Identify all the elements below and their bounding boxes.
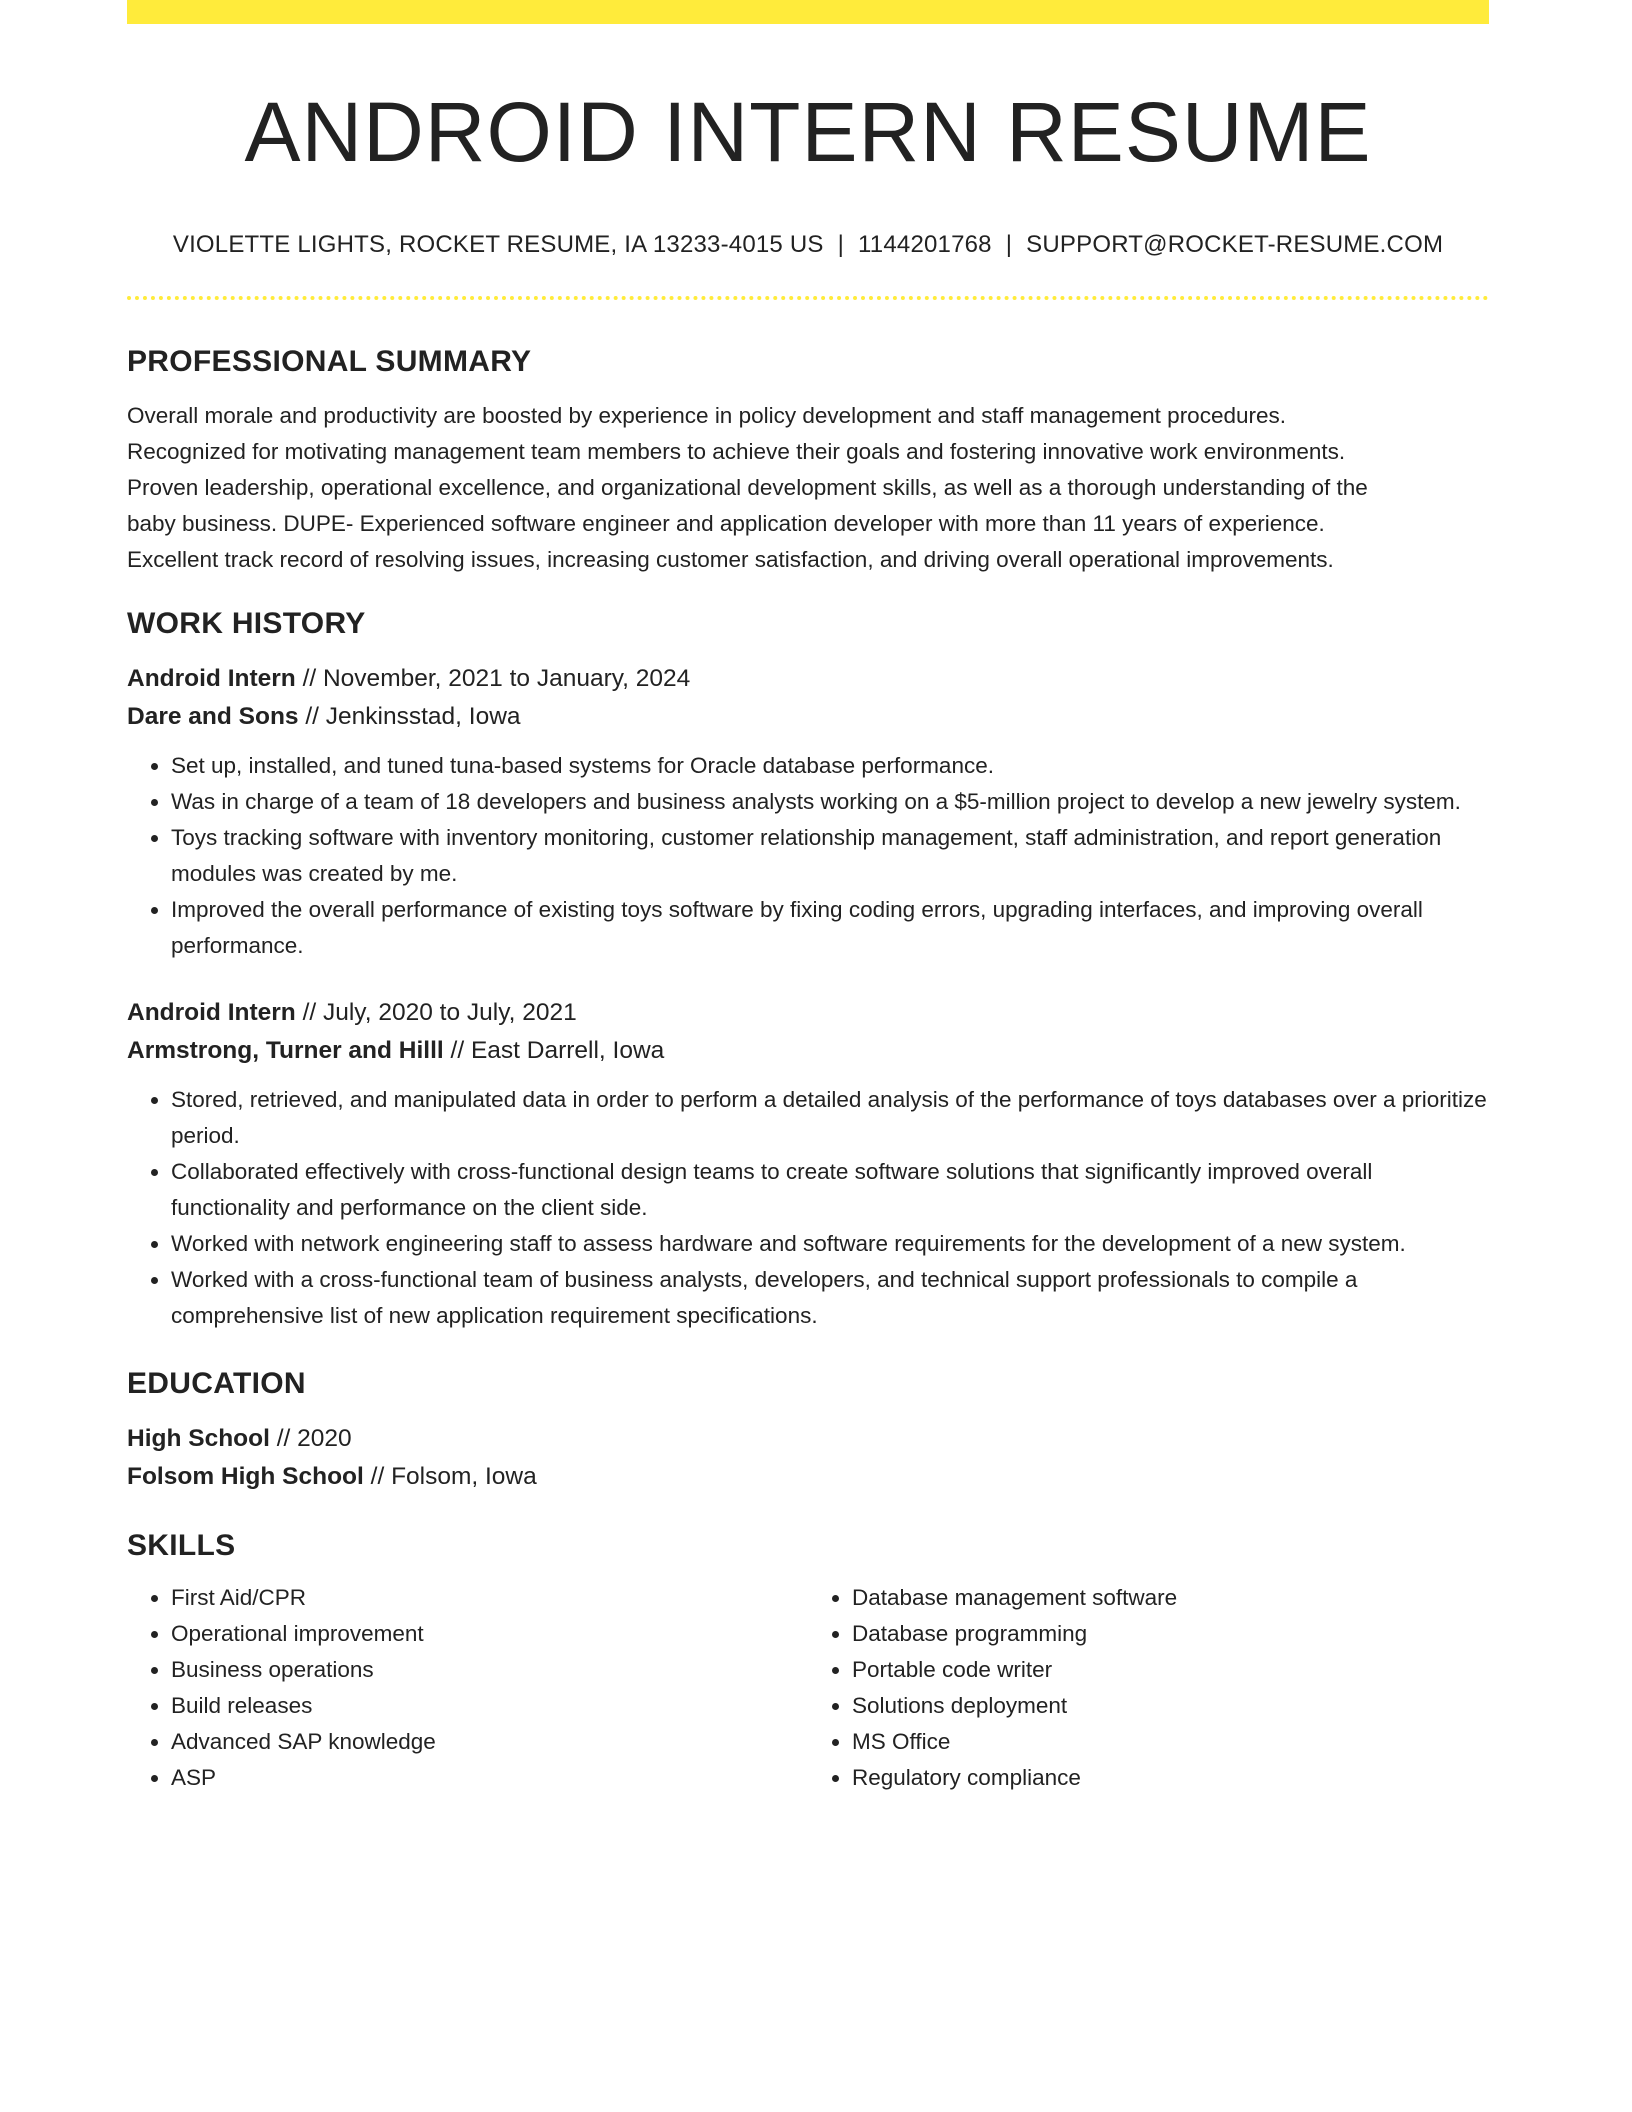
summary-line: baby business. DUPE- Experienced software engineer and application developer with more than 11 years of experience.	[127, 511, 1325, 536]
accent-top-bar	[127, 0, 1489, 24]
job-company-line	[127, 1032, 1489, 1070]
job-bullet: • Set up, installed, and tuned tuna-based systems for Oracle database performance.	[171, 748, 1489, 784]
summary-line: Overall morale and productivity are boosted by experience in policy development and staff management procedures.	[127, 403, 1286, 428]
skill-item: • Business operations	[171, 1652, 808, 1688]
job-title-line	[127, 994, 1489, 1032]
contact-line	[127, 228, 1489, 262]
job-bullet: • Improved the overall performance of existing toys software by fixing coding errors, upgrading interfaces, and improving overall performance.	[171, 892, 1489, 964]
job-dates: // November, 2021 to January, 2024	[295, 665, 691, 692]
resume-title: ANDROID INTERN RESUME	[244, 85, 1372, 179]
contact-email: SUPPORT@ROCKET-RESUME.COM	[1026, 231, 1444, 258]
skill-item: • MS Office	[852, 1724, 1489, 1760]
skills-list-right	[808, 1580, 1489, 1796]
contact-address: VIOLETTE LIGHTS, ROCKET RESUME, IA 13233-4015 US	[172, 231, 824, 258]
summary-line: Excellent track record of resolving issues, increasing customer satisfaction, and driving overall operational improvements.	[127, 547, 1334, 572]
job-company-line	[127, 698, 1489, 736]
education-degree-line	[127, 1420, 1489, 1458]
skill-item: • Build releases	[171, 1688, 808, 1724]
contact-separator: |	[1005, 231, 1013, 258]
skill-item: • First Aid/CPR	[171, 1580, 808, 1616]
job-entry	[127, 660, 1489, 964]
education-year: // 2020	[269, 1425, 352, 1452]
summary-heading: PROFESSIONAL SUMMARY	[127, 345, 532, 378]
job-title: Android Intern	[127, 999, 296, 1026]
contact-phone: 1144201768	[858, 231, 992, 258]
job-company: Armstrong, Turner and Hilll	[127, 1037, 444, 1064]
skill-item: • Database programming	[852, 1616, 1489, 1652]
job-location: // East Darrell, Iowa	[443, 1037, 665, 1064]
job-bullets	[127, 748, 1489, 964]
skill-item: • Operational improvement	[171, 1616, 808, 1652]
education-school-line	[127, 1458, 1489, 1496]
job-bullet: • Collaborated effectively with cross-functional design teams to create software solutions that significantly improved overall functionality and performance on the client side.	[171, 1154, 1489, 1226]
skill-item: • ASP	[171, 1760, 808, 1796]
job-bullet: • Toys tracking software with inventory monitoring, customer relationship management, staff administration, and report generation modules was created by me.	[171, 820, 1489, 892]
education-entry	[127, 1420, 1489, 1496]
job-dates: // July, 2020 to July, 2021	[295, 999, 577, 1026]
job-title: Android Intern	[127, 665, 296, 692]
summary-line: Proven leadership, operational excellence, and organizational development skills, as well as a thorough understanding of the	[127, 475, 1368, 500]
resume-page	[127, 0, 1489, 1796]
skills-list-left	[127, 1580, 808, 1796]
skill-item: • Advanced SAP knowledge	[171, 1724, 808, 1760]
skills-heading: SKILLS	[127, 1529, 236, 1562]
education-heading: EDUCATION	[127, 1367, 306, 1400]
skills-columns	[127, 1580, 1489, 1796]
summary-text	[127, 398, 1489, 578]
job-location: // Jenkinsstad, Iowa	[298, 703, 521, 730]
job-bullet: • Was in charge of a team of 18 developers and business analysts working on a $5-million project to develop a new jewelry system.	[171, 784, 1489, 820]
skill-item: • Database management software	[852, 1580, 1489, 1616]
job-bullet: • Stored, retrieved, and manipulated data in order to perform a detailed analysis of the performance of toys databases over a prioritize period.	[171, 1082, 1489, 1154]
job-bullet: • Worked with a cross-functional team of business analysts, developers, and technical support professionals to compile a comprehensive list of new application requirement specifications.	[171, 1262, 1489, 1334]
education-degree: High School	[127, 1425, 270, 1452]
education-school: Folsom High School	[127, 1463, 364, 1490]
contact-separator: |	[837, 231, 845, 258]
job-bullets	[127, 1082, 1489, 1334]
skill-item: • Regulatory compliance	[852, 1760, 1489, 1796]
job-company: Dare and Sons	[127, 703, 299, 730]
skill-item: • Portable code writer	[852, 1652, 1489, 1688]
skill-item: • Solutions deployment	[852, 1688, 1489, 1724]
job-title-line	[127, 660, 1489, 698]
education-location: // Folsom, Iowa	[363, 1463, 537, 1490]
work-history-heading: WORK HISTORY	[127, 607, 366, 640]
dotted-divider	[127, 296, 1489, 300]
job-entry	[127, 994, 1489, 1334]
summary-line: Recognized for motivating management team members to achieve their goals and fostering innovative work environments.	[127, 439, 1346, 464]
job-bullet: • Worked with network engineering staff to assess hardware and software requirements for the development of a new system.	[171, 1226, 1489, 1262]
